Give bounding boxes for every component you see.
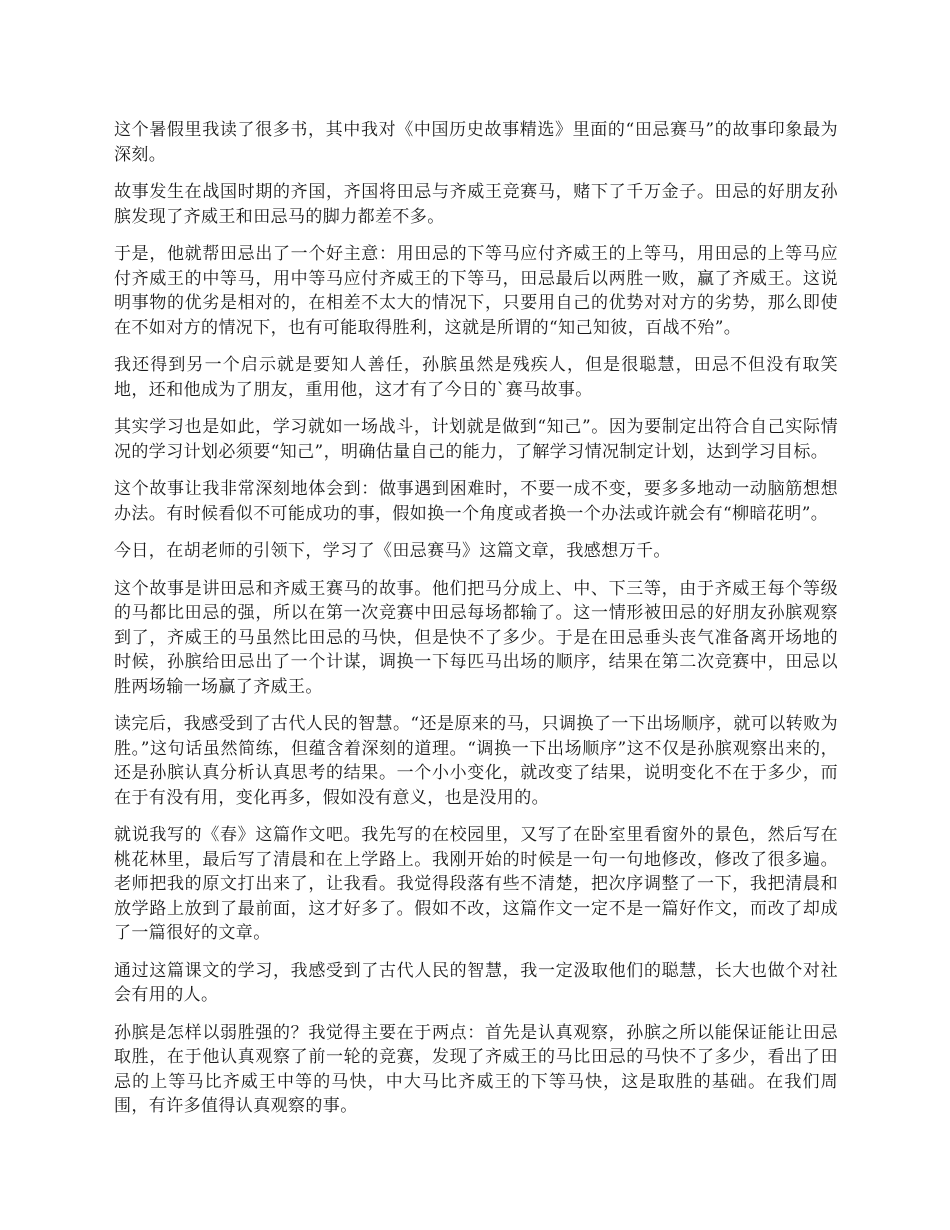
paragraph-9: 读完后，我感受到了古代人民的智慧。“还是原来的马，只调换了一下出场顺序，就可以转败为胜。”这句话虽然简练，但蕴含着深刻的道理。“调换一下出场顺序”这不仅是孙膑观察出来的，还是孙膑认真分析认真思考的结果。一个小小变化，就改变了结果，说明变化不在于多少，而在于有没有用，变化再多，假如没有意义，也是没用的。 (114, 714, 838, 808)
paragraph-7: 今日，在胡老师的引领下，学习了《田忌赛马》这篇文章，我感想万千。 (114, 541, 671, 561)
paragraph-3: 于是，他就帮田忌出了一个好主意：用田忌的下等马应付齐威王的上等马，用田忌的上等马应付齐威王的中等马，用中等马应付齐威王的下等马，田忌最后以两胜一败，赢了齐威王。这说明事物的优劣是相对的，在相差不太大的情况下，只要用自己的优势对对方的劣势，那么即使在不如对方的情况下，也有可能取得胜利，这就是所谓的“知己知彼，百战不殆”。 (114, 244, 838, 338)
paragraph-4: 我还得到另一个启示就是要知人善任，孙膑虽然是残疾人，但是很聪慧，田忌不但没有取笑地，还和他成为了朋友，重用他，这才有了今日的`赛马故事。 (114, 355, 838, 400)
paragraph-5: 其实学习也是如此，学习就如一场战斗，计划就是做到“知己”。因为要制定出符合自己实际情况的学习计划必须要“知己”，明确估量自己的能力，了解学习情况制定计划，达到学习目标。 (114, 417, 838, 462)
paragraph-10: 就说我写的《春》这篇作文吧。我先写的在校园里，又写了在卧室里看窗外的景色，然后写在桃花林里，最后写了清晨和在上学路上。我刚开始的时候是一句一句地修改，修改了很多遍。老师把我的原文打出来了，让我看。我觉得段落有些不清楚，把次序调整了一下，我把清晨和放学路上放到了最前面，这才好多了。假如不改，这篇作文一定不是一篇好作文，而改了却成了一篇很好的文章。 (114, 825, 838, 943)
paragraph-11: 通过这篇课文的学习，我感受到了古代人民的智慧，我一定汲取他们的聪慧，长大也做个对社会有用的人。 (114, 960, 838, 1005)
paragraph-12: 孙膑是怎样以弱胜强的？我觉得主要在于两点：首先是认真观察，孙膑之所以能保证能让田忌取胜，在于他认真观察了前一轮的竞赛，发现了齐威王的马比田忌的马快不了多少，看出了田忌的上等马比齐威王中等的马快，中大马比齐威王的下等马快，这是取胜的基础。在我们周围，有许多值得认真观察的事。 (114, 1022, 838, 1116)
paragraph-2: 故事发生在战国时期的齐国，齐国将田忌与齐威王竞赛马，赌下了千万金子。田忌的好朋友孙膑发现了齐威王和田忌马的脚力都差不多。 (114, 182, 838, 227)
paragraph-6: 这个故事让我非常深刻地体会到：做事遇到困难时，不要一成不变，要多多地动一动脑筋想想办法。有时候看似不可能成功的事，假如换一个角度或者换一个办法或许就会有“柳暗花明”。 (114, 479, 838, 524)
document-body (114, 118, 838, 1132)
paragraph-1: 这个暑假里我读了很多书，其中我对《中国历史故事精选》里面的“田忌赛马”的故事印象最为深刻。 (114, 120, 838, 165)
paragraph-8: 这个故事是讲田忌和齐威王赛马的故事。他们把马分成上、中、下三等，由于齐威王每个等级的马都比田忌的强，所以在第一次竞赛中田忌每场都输了。这一情形被田忌的好朋友孙膑观察到了，齐威王的马虽然比田忌的马快，但是快不了多少。于是在田忌垂头丧气准备离开场地的时候，孙膑给田忌出了一个计谋，调换一下每匹马出场的顺序，结果在第二次竞赛中，田忌以胜两场输一场赢了齐威王。 (114, 578, 838, 697)
